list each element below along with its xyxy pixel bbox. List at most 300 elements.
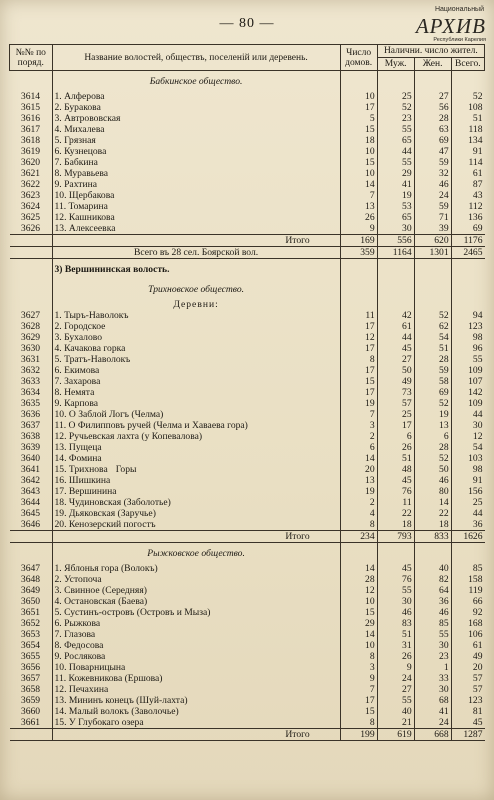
row-code: 3623 (10, 190, 53, 201)
row-male: 23 (377, 113, 414, 124)
row-female: 46 (414, 179, 451, 190)
table-row (10, 464, 485, 475)
row-code: 3620 (10, 157, 53, 168)
code-cell (10, 259, 53, 280)
row-total: 66 (472, 596, 483, 607)
row-total: 103 (468, 453, 483, 464)
row-name: 15. Трихнова Горы (52, 464, 340, 475)
row-total: 158 (468, 574, 483, 585)
table-row (10, 409, 485, 420)
table-row (10, 365, 485, 376)
row-male: 22 (377, 508, 414, 519)
row-houses: 13 (340, 475, 377, 486)
table-row (10, 431, 485, 442)
table-row (10, 651, 485, 662)
grand-total-value: 359 (340, 247, 377, 259)
row-code: 3628 (10, 321, 53, 332)
page-number: — 80 — (219, 16, 275, 31)
row-male: 17 (377, 420, 414, 431)
row-male: 42 (377, 310, 414, 321)
row-male: 40 (377, 706, 414, 717)
row-male: 49 (377, 376, 414, 387)
row-code: 3642 (10, 475, 53, 486)
row-houses: 19 (340, 486, 377, 497)
subtotal-value: 620 (414, 235, 451, 247)
table-row (10, 343, 485, 354)
row-male: 26 (377, 442, 414, 453)
empty-cell (451, 259, 484, 280)
row-total: 54 (472, 442, 483, 453)
table-row (10, 157, 485, 168)
row-name: 12. Печахина (52, 684, 340, 695)
row-male: 46 (377, 607, 414, 618)
row-name: 11. Томарина (52, 201, 340, 212)
row-male: 41 (377, 179, 414, 190)
row-code: 3639 (10, 442, 53, 453)
row-code: 3631 (10, 354, 53, 365)
row-total: 123 (468, 695, 483, 706)
row-houses: 7 (340, 190, 377, 201)
row-name: 16. Шишкина (52, 475, 340, 486)
row-male: 50 (377, 365, 414, 376)
row-code: 3641 (10, 464, 53, 475)
row-male: 44 (377, 146, 414, 157)
row-male: 51 (377, 453, 414, 464)
row-code: 3644 (10, 497, 53, 508)
row-female: 36 (414, 596, 451, 607)
row-female: 39 (414, 223, 451, 235)
society-title: Рыжковское общество. (52, 543, 340, 564)
row-houses: 14 (340, 179, 377, 190)
row-name: 1. Алферова (52, 91, 340, 102)
row-houses: 10 (340, 596, 377, 607)
header-name: Название волостей, обществъ, поселеній или деревень. (52, 45, 340, 71)
code-cell (10, 71, 53, 92)
row-code: 3621 (10, 168, 53, 179)
grand-total-value: 2465 (451, 247, 484, 259)
row-total: 12 (472, 431, 483, 442)
gory-label: Горы (115, 464, 137, 475)
row-houses: 8 (340, 717, 377, 729)
empty-cell (414, 279, 451, 299)
row-houses: 17 (340, 387, 377, 398)
row-female: 32 (414, 168, 451, 179)
row-name: 11. О Филипповъ ручей (Челма и Хаваева гора) (52, 420, 340, 431)
table-row (10, 190, 485, 201)
row-female: 1 (414, 662, 451, 673)
row-female: 28 (414, 442, 451, 453)
row-name: 3. Свинное (Середняя) (52, 585, 340, 596)
empty-cell (377, 299, 414, 310)
row-code: 3643 (10, 486, 53, 497)
row-total: 98 (472, 464, 483, 475)
table-row (10, 475, 485, 486)
row-male: 55 (377, 695, 414, 706)
code-cell (10, 279, 53, 299)
subtotal-value: 793 (377, 531, 414, 543)
table-row (10, 684, 485, 695)
row-female: 69 (414, 387, 451, 398)
society-heading-row (10, 71, 485, 92)
subtotal-value: 619 (377, 729, 414, 741)
subtitle-row (10, 299, 485, 310)
row-houses: 8 (340, 651, 377, 662)
table-row (10, 662, 485, 673)
row-code: 3636 (10, 409, 53, 420)
header-total: Всего. (451, 58, 484, 71)
subtotal-value: 833 (414, 531, 451, 543)
row-houses: 9 (340, 673, 377, 684)
row-code: 3657 (10, 673, 53, 684)
code-cell (10, 247, 53, 259)
row-code: 3633 (10, 376, 53, 387)
row-male: 45 (377, 563, 414, 574)
row-male: 30 (377, 223, 414, 235)
row-male: 29 (377, 168, 414, 179)
empty-cell (377, 543, 414, 564)
row-female: 54 (414, 332, 451, 343)
table-row (10, 124, 485, 135)
row-name: 14. Малый волокъ (Заволочье) (52, 706, 340, 717)
header-present: Налични. число жител. (377, 45, 484, 58)
population-table (9, 44, 485, 741)
row-female: 30 (414, 640, 451, 651)
row-female: 46 (414, 475, 451, 486)
subtotal-value: 556 (377, 235, 414, 247)
row-houses: 11 (340, 310, 377, 321)
row-total: 61 (472, 640, 483, 651)
table-row (10, 135, 485, 146)
table-row (10, 201, 485, 212)
row-code: 3614 (10, 91, 53, 102)
empty-cell (414, 543, 451, 564)
row-female: 41 (414, 706, 451, 717)
row-code: 3629 (10, 332, 53, 343)
row-houses: 15 (340, 607, 377, 618)
table-row (10, 618, 485, 629)
row-code: 3615 (10, 102, 53, 113)
row-code: 3630 (10, 343, 53, 354)
table-row (10, 574, 485, 585)
row-total: 108 (468, 102, 483, 113)
row-name: 18. Чудиновская (Заболотье) (52, 497, 340, 508)
row-houses: 15 (340, 706, 377, 717)
row-name: 4. Остановская (Баева) (52, 596, 340, 607)
row-female: 80 (414, 486, 451, 497)
empty-cell (451, 299, 484, 310)
row-male: 65 (377, 135, 414, 146)
row-houses: 15 (340, 376, 377, 387)
row-female: 62 (414, 321, 451, 332)
row-name: 5. Тратъ-Наволокъ (52, 354, 340, 365)
volost-title: 3) Вершининская волость. (52, 259, 340, 280)
grand-total-value: 1164 (377, 247, 414, 259)
row-code: 3624 (10, 201, 53, 212)
row-name: 4. Качакова горка (52, 343, 340, 354)
row-houses: 2 (340, 431, 377, 442)
row-name: 2. Городское (52, 321, 340, 332)
table-row (10, 212, 485, 223)
row-male: 25 (377, 409, 414, 420)
row-code: 3647 (10, 563, 53, 574)
row-female: 69 (414, 135, 451, 146)
row-female: 14 (414, 497, 451, 508)
row-name: 7. Глазова (52, 629, 340, 640)
empty-cell (451, 543, 484, 564)
row-name: 12. Кашникова (52, 212, 340, 223)
row-name: 1. Тыръ-Наволокъ (52, 310, 340, 321)
row-male: 73 (377, 387, 414, 398)
row-total: 136 (468, 212, 483, 223)
row-name: 10. Щербакова (52, 190, 340, 201)
row-name: 6. Екимова (52, 365, 340, 376)
row-total: 106 (468, 629, 483, 640)
row-name: 9. Карпова (52, 398, 340, 409)
row-male: 61 (377, 321, 414, 332)
row-code: 3661 (10, 717, 53, 729)
row-houses: 15 (340, 124, 377, 135)
row-name: 2. Устопоча (52, 574, 340, 585)
code-cell (10, 543, 53, 564)
row-code: 3653 (10, 629, 53, 640)
row-houses: 17 (340, 102, 377, 113)
row-total: 123 (468, 321, 483, 332)
row-female: 47 (414, 146, 451, 157)
table-row (10, 179, 485, 190)
row-total: 51 (472, 113, 483, 124)
row-female: 58 (414, 376, 451, 387)
row-name: 13. Пущеца (52, 442, 340, 453)
row-houses: 14 (340, 563, 377, 574)
row-female: 46 (414, 607, 451, 618)
row-male: 55 (377, 585, 414, 596)
row-female: 24 (414, 717, 451, 729)
row-name: 2. Буракова (52, 102, 340, 113)
row-name: 6. Рыжкова (52, 618, 340, 629)
row-total: 168 (468, 618, 483, 629)
table-row (10, 113, 485, 124)
row-name: 7. Бабкина (52, 157, 340, 168)
row-total: 69 (472, 223, 483, 234)
row-code: 3648 (10, 574, 53, 585)
row-houses: 10 (340, 640, 377, 651)
row-code: 3638 (10, 431, 53, 442)
row-name: 5. Грязная (52, 135, 340, 146)
row-code: 3646 (10, 519, 53, 531)
row-name: 1. Яблонья гора (Волокъ) (52, 563, 340, 574)
table-row (10, 442, 485, 453)
row-female: 22 (414, 508, 451, 519)
empty-cell (340, 299, 377, 310)
row-total: 156 (468, 486, 483, 497)
row-code: 3656 (10, 662, 53, 673)
row-male: 53 (377, 201, 414, 212)
row-name: 4. Михалева (52, 124, 340, 135)
table-row (10, 102, 485, 113)
row-total: 44 (472, 508, 483, 519)
row-name: 19. Дьяковская (Заручье) (52, 508, 340, 519)
row-total: 49 (472, 651, 483, 662)
row-houses: 17 (340, 321, 377, 332)
row-female: 55 (414, 629, 451, 640)
row-houses: 15 (340, 157, 377, 168)
subtotal-value: 668 (414, 729, 451, 741)
table-body (10, 71, 485, 741)
row-total: 112 (468, 201, 483, 212)
row-houses: 12 (340, 585, 377, 596)
row-female: 51 (414, 343, 451, 354)
row-total: 36 (472, 519, 483, 530)
empty-cell (451, 71, 484, 92)
row-name: 10. О Заблой Логъ (Челма) (52, 409, 340, 420)
table-row (10, 640, 485, 651)
row-code: 3655 (10, 651, 53, 662)
row-total: 44 (472, 409, 483, 420)
row-total: 81 (472, 706, 483, 717)
row-female: 27 (414, 91, 451, 102)
row-name: 8. Федосова (52, 640, 340, 651)
row-male: 11 (377, 497, 414, 508)
table-row (10, 706, 485, 717)
subtotal-value: 1176 (451, 235, 484, 247)
row-total: 61 (472, 168, 483, 179)
row-code: 3649 (10, 585, 53, 596)
row-houses: 12 (340, 332, 377, 343)
table-row (10, 717, 485, 729)
row-male: 26 (377, 651, 414, 662)
row-code: 3617 (10, 124, 53, 135)
archive-logo: Национальный АРХИВ Республики Карелия (415, 6, 486, 43)
row-male: 51 (377, 629, 414, 640)
row-code: 3626 (10, 223, 53, 235)
header-code: №№ по поряд. (10, 45, 53, 71)
row-female: 52 (414, 453, 451, 464)
code-cell (10, 531, 53, 543)
table-row (10, 563, 485, 574)
row-male: 57 (377, 398, 414, 409)
table-row (10, 629, 485, 640)
row-total: 107 (468, 376, 483, 387)
row-female: 23 (414, 651, 451, 662)
row-total: 109 (468, 365, 483, 376)
row-total: 91 (472, 475, 483, 486)
table-row (10, 519, 485, 531)
row-total: 52 (472, 91, 483, 102)
row-male: 65 (377, 212, 414, 223)
table-row (10, 168, 485, 179)
row-female: 71 (414, 212, 451, 223)
row-female: 56 (414, 102, 451, 113)
society-heading-row (10, 279, 485, 299)
subtotal-row (10, 235, 485, 247)
row-code: 3654 (10, 640, 53, 651)
row-female: 19 (414, 409, 451, 420)
subtotal-value: 1287 (451, 729, 484, 741)
row-houses: 14 (340, 453, 377, 464)
empty-cell (451, 279, 484, 299)
row-name: 9. Рахтина (52, 179, 340, 190)
row-total: 109 (468, 398, 483, 409)
code-cell (10, 299, 53, 310)
table-row (10, 146, 485, 157)
row-code: 3619 (10, 146, 53, 157)
row-total: 114 (468, 157, 483, 168)
row-code: 3658 (10, 684, 53, 695)
row-male: 44 (377, 332, 414, 343)
row-name: 3. Бухалово (52, 332, 340, 343)
row-houses: 7 (340, 684, 377, 695)
row-female: 59 (414, 201, 451, 212)
row-total: 92 (472, 607, 483, 618)
header-houses: Число домов. (340, 45, 377, 71)
row-name: 5. Сустинъ-островъ (Островъ и Мыза) (52, 607, 340, 618)
row-female: 50 (414, 464, 451, 475)
row-male: 31 (377, 640, 414, 651)
table-row (10, 695, 485, 706)
row-code: 3645 (10, 508, 53, 519)
table-row (10, 223, 485, 235)
row-name: 9. Рослякова (52, 651, 340, 662)
row-female: 59 (414, 365, 451, 376)
table-row (10, 420, 485, 431)
row-female: 24 (414, 190, 451, 201)
row-female: 6 (414, 431, 451, 442)
subtotal-value: 1626 (451, 531, 484, 543)
row-name: 10. Поварницына (52, 662, 340, 673)
row-total: 20 (472, 662, 483, 673)
row-name: 13. Мининъ конецъ (Шуй-лахта) (52, 695, 340, 706)
row-female: 82 (414, 574, 451, 585)
row-name: 20. Кенозерский погостъ (52, 519, 340, 531)
row-total: 119 (468, 585, 483, 596)
row-total: 85 (472, 563, 483, 574)
header-female: Жен. (414, 58, 451, 71)
table-row (10, 585, 485, 596)
row-houses: 19 (340, 398, 377, 409)
row-male: 55 (377, 157, 414, 168)
row-male: 24 (377, 673, 414, 684)
empty-cell (414, 259, 451, 280)
society-title: Бабкинское общество. (52, 71, 340, 92)
table-row (10, 354, 485, 365)
row-total: 91 (472, 146, 483, 157)
row-houses: 20 (340, 464, 377, 475)
empty-cell (414, 71, 451, 92)
row-female: 68 (414, 695, 451, 706)
row-male: 30 (377, 596, 414, 607)
row-male: 76 (377, 486, 414, 497)
empty-cell (340, 259, 377, 280)
row-female: 28 (414, 113, 451, 124)
row-houses: 10 (340, 146, 377, 157)
row-code: 3652 (10, 618, 53, 629)
row-name: 17. Вершинина (52, 486, 340, 497)
subtotal-row (10, 729, 485, 741)
table-row (10, 310, 485, 321)
row-female: 18 (414, 519, 451, 531)
row-male: 9 (377, 662, 414, 673)
row-houses: 3 (340, 420, 377, 431)
row-male: 52 (377, 102, 414, 113)
society-title: Трихновское общество. (52, 279, 340, 299)
row-houses: 4 (340, 508, 377, 519)
row-houses: 3 (340, 662, 377, 673)
row-houses: 10 (340, 168, 377, 179)
row-houses: 8 (340, 519, 377, 531)
row-houses: 10 (340, 91, 377, 102)
row-female: 52 (414, 310, 451, 321)
row-name: 11. Кожевникова (Ершова) (52, 673, 340, 684)
